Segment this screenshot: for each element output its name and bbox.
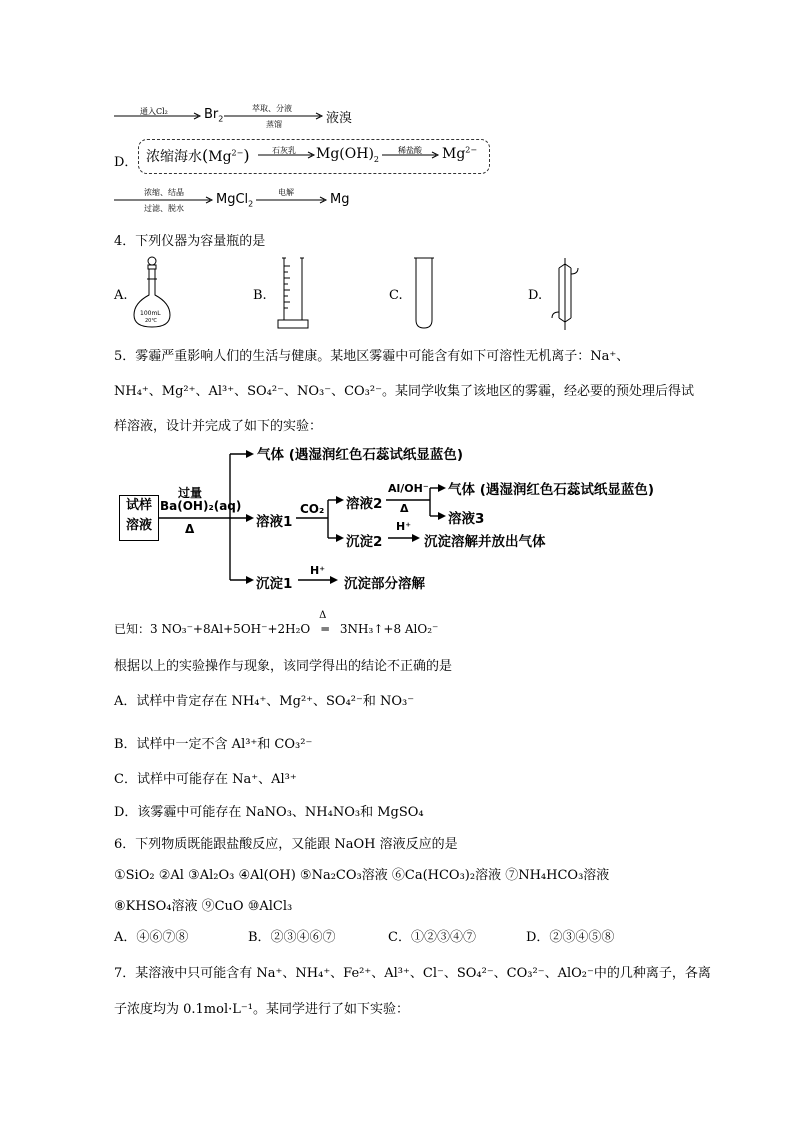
q6-option-a: A．④⑥⑦⑧ (114, 930, 189, 945)
option-label-d: D． (114, 155, 138, 170)
known-equation: 已知：3 NO₃⁻+8Al+5OH⁻+2H₂O Δ ═ 3NH₃↑+8 AlO₂⁻ (114, 610, 439, 636)
product-mg: Mg (330, 192, 350, 207)
q7-line-2: 子浓度均为 0.1mol·L⁻¹。某同学进行了如下实验： (114, 1002, 409, 1017)
q4-option-b: B. (253, 288, 267, 303)
h-plus-label-2: H⁺ (310, 564, 326, 577)
flowchart-arrows (158, 444, 678, 592)
arrow-label: 通入Cl₂ (140, 107, 168, 116)
q5-line-3: 样溶液，设计并完成了如下的实验： (114, 419, 323, 434)
arrow-icon (258, 151, 316, 159)
solution-1: 溶液1 (256, 514, 293, 530)
q5-option-c: C．试样中可能存在 Na⁺、Al³⁺ (114, 772, 297, 787)
condenser-icon (548, 256, 582, 332)
equilibrium-sign: Δ ═ (319, 610, 329, 636)
q4-option-d: D. (528, 288, 543, 303)
arrow-label: 稀盐酸 (398, 146, 422, 155)
heat-symbol-2: Δ (400, 502, 409, 515)
gas-result-1: 气体 (遇湿润红色石蕊试纸显蓝色) (257, 447, 464, 463)
precipitate-2-result: 沉淀溶解并放出气体 (424, 534, 546, 550)
precipitate-1: 沉淀1 (256, 576, 293, 592)
test-tube-icon (412, 256, 436, 332)
arrow-label-bottom: 蒸馏 (266, 120, 282, 129)
q6-stem: 6．下列物质既能跟盐酸反应，又能跟 NaOH 溶液反应的是 (114, 837, 458, 852)
q5-option-b: B．试样中一定不含 Al³⁺和 CO₃²⁻ (114, 737, 313, 752)
q4-option-a: A. (114, 288, 128, 303)
q6-items-1: ①SiO₂ ②Al ③Al₂O₃ ④Al(OH) ⑤Na₂CO₃溶液 ⑥Ca(HCO₃)₂溶液 ⑦NH₄HCO₃溶液 (114, 868, 610, 883)
q6-option-d: D．②③④⑤⑧ (526, 930, 615, 945)
precipitate-2: 沉淀2 (346, 534, 383, 550)
heat-symbol: Δ (185, 522, 195, 536)
solution-2: 溶液2 (346, 496, 383, 512)
q5-option-a: A．试样中肯定存在 NH₄⁺、Mg²⁺、SO₄²⁻和 NO₃⁻ (114, 694, 415, 709)
product-bromine: 液溴 (326, 111, 353, 126)
q6-option-b: B．②③④⑥⑦ (248, 930, 336, 945)
precipitate-1-result: 沉淀部分溶解 (344, 576, 425, 592)
solution-3: 溶液3 (448, 511, 485, 527)
arrow-icon (382, 151, 440, 159)
al-oh-label: Al/OH⁻ (388, 482, 429, 495)
co2-label: CO₂ (300, 502, 325, 516)
q6-option-c: C．①②③④⑦ (388, 930, 476, 945)
arrow-label: 石灰乳 (272, 146, 296, 155)
q5-line-2: NH₄⁺、Mg²⁺、Al³⁺、SO₄²⁻、NO₃⁻、CO₃²⁻。某同学收集了该地区的雾霾，经必要的预处理后得试 (114, 384, 694, 399)
arrow-label-bottom: 过滤、脱水 (144, 204, 184, 213)
gas-result-2: 气体 (遇湿润红色石蕊试纸显蓝色) (448, 482, 655, 498)
reagent-baoh2: Ba(OH)₂(aq) (160, 499, 242, 513)
q7-line-1: 7．某溶液中只可能含有 Na⁺、NH₄⁺、Fe²⁺、Al³⁺、Cl⁻、SO₄²⁻、CO₃²⁻、AlO₂⁻中的几种离子，各离 (114, 966, 711, 981)
q4-option-c: C. (389, 288, 403, 303)
q4-stem: 4．下列仪器为容量瓶的是 (114, 234, 266, 249)
h-plus-label-1: H⁺ (396, 520, 412, 533)
seawater-text: 浓缩海水 (146, 149, 202, 165)
flask-temp-label: 20℃ (145, 318, 157, 324)
q5-line-1: 5．雾霾严重影响人们的生活与健康。某地区雾霾中可能含有如下可溶性无机离子：Na⁺、 (114, 349, 630, 364)
arrow-icon (114, 112, 202, 120)
reagent-excess: 过量 (178, 486, 203, 500)
mg-ion: Mg (442, 146, 466, 162)
arrow-label-top: 萃取、分液 (252, 104, 292, 113)
arrow-label-top: 浓缩、结晶 (144, 188, 184, 197)
mg-oh2-formula: Mg(OH) (316, 146, 374, 162)
q5-option-d: D．该雾霾中可能存在 NaNO₃、NH₄NO₃和 MgSO₄ (114, 805, 424, 820)
q5-ask: 根据以上的实验操作与现象，该同学得出的结论不正确的是 (114, 659, 453, 674)
arrow-icon (256, 196, 328, 204)
sample-solution-box: 试样 溶液 (119, 495, 159, 541)
br2-formula: Br (204, 107, 219, 122)
arrow-label: 电解 (278, 188, 294, 197)
mgcl2-formula: MgCl (216, 192, 249, 207)
volumetric-flask-icon (130, 255, 174, 331)
graduated-cylinder-icon (276, 256, 310, 332)
flask-capacity-label: 100mL (140, 310, 161, 317)
q6-items-2: ⑧KHSO₄溶液 ⑨CuO ⑩AlCl₃ (114, 899, 293, 914)
